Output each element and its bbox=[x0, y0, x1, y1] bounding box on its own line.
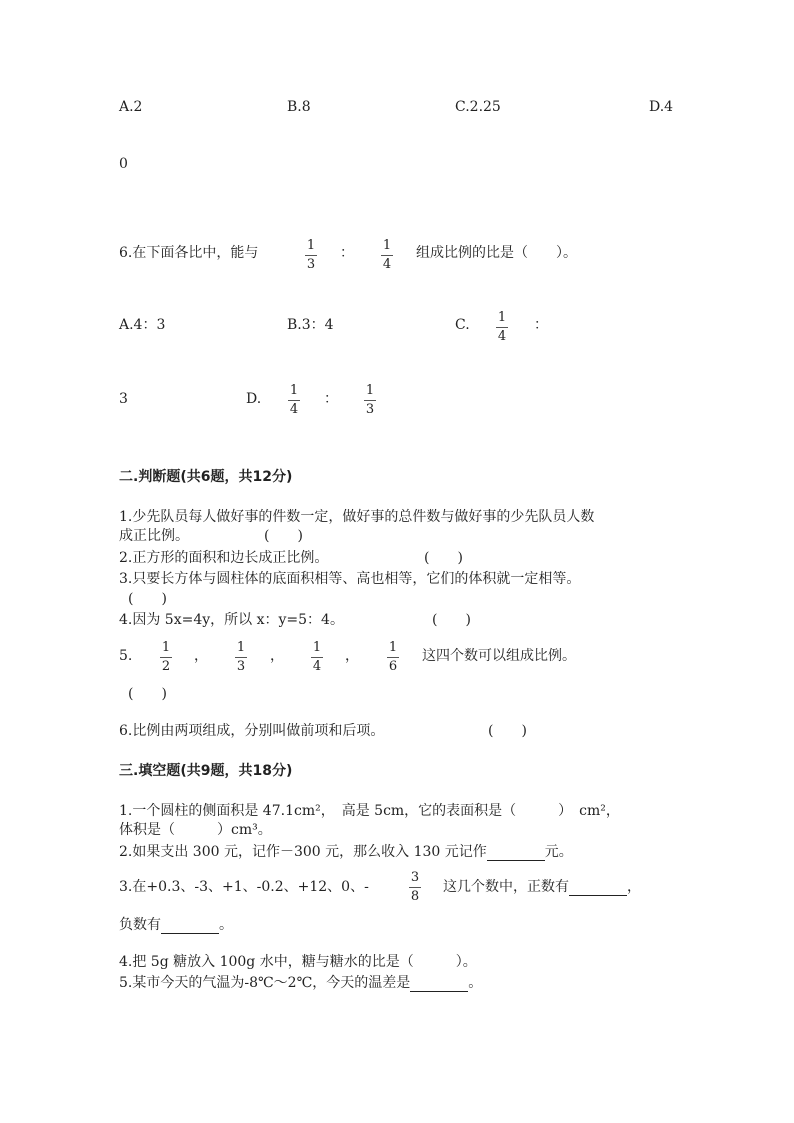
fraction-bar bbox=[305, 255, 317, 256]
q6-option-d-fraction-1 bbox=[287, 384, 301, 417]
s3-q5 bbox=[119, 974, 482, 992]
fraction-denominator: 4 bbox=[289, 402, 299, 417]
option-d-wrap: 0 bbox=[119, 156, 128, 172]
s3-q3-text-2: 这几个数中，正数有 bbox=[443, 879, 569, 895]
option-a: A.2 bbox=[119, 99, 143, 115]
s2-q5-fraction-2 bbox=[234, 641, 248, 674]
s2-q2: 2.正方形的面积和边长成正比例。 bbox=[119, 550, 329, 566]
s2-q3-line1: 3.只要长方体与圆柱体的底面积相等、高也相等，它们的体积就一定相等。 bbox=[119, 571, 581, 587]
s2-q5-fraction-1 bbox=[159, 641, 173, 674]
s3-q1-line2: 体积是（ ）cm³。 bbox=[119, 822, 272, 838]
fraction-bar bbox=[311, 657, 323, 658]
fraction-denominator: 3 bbox=[306, 257, 316, 272]
s2-q5-comma: ， bbox=[270, 648, 284, 664]
q6-option-d-colon: ： bbox=[324, 391, 338, 407]
s3-q3-tail bbox=[443, 878, 641, 896]
s3-q3-comma: ， bbox=[627, 879, 641, 895]
s2-q3-answer-paren[interactable]: ( ) bbox=[128, 591, 167, 607]
fraction-numerator: 1 bbox=[388, 640, 398, 655]
fraction-denominator: 3 bbox=[365, 402, 375, 417]
s3-q2-blank[interactable] bbox=[487, 846, 545, 861]
section-3-heading: 三.填空题(共9题，共18分) bbox=[119, 763, 293, 779]
fraction-numerator: 1 bbox=[289, 383, 299, 398]
fraction-denominator: 8 bbox=[410, 889, 420, 904]
q6-option-c-colon: ： bbox=[534, 317, 548, 333]
fraction-denominator: 4 bbox=[312, 659, 322, 674]
fraction-numerator: 1 bbox=[161, 640, 171, 655]
s3-q4: 4.把 5g 糖放入 100g 水中，糖与糖水的比是（ ）。 bbox=[119, 954, 477, 970]
q6-prefix: 6.在下面各比中，能与 bbox=[119, 245, 259, 261]
section-2-heading: 二.判断题(共6题，共12分) bbox=[119, 469, 293, 485]
fraction-numerator: 1 bbox=[497, 310, 507, 325]
s2-q5-text: 这四个数可以组成比例。 bbox=[422, 648, 576, 664]
s3-q3-period: 。 bbox=[219, 917, 233, 933]
s2-q1-line1: 1.少先队员每人做好事的件数一定，做好事的总件数与做好事的少先队员人数 bbox=[119, 509, 595, 525]
q6-fraction-1 bbox=[304, 239, 318, 272]
fraction-numerator: 1 bbox=[365, 383, 375, 398]
option-b: B.8 bbox=[287, 99, 311, 115]
s3-q3-line2 bbox=[119, 916, 233, 934]
fraction-numerator: 3 bbox=[410, 870, 420, 885]
option-d: D.4 bbox=[649, 99, 674, 115]
s3-q3-negative-label: 负数有 bbox=[119, 917, 161, 933]
s2-q6: 6.比例由两项组成，分别叫做前项和后项。 bbox=[119, 723, 385, 739]
q6-option-c-fraction bbox=[495, 311, 509, 344]
q6-option-d: D. bbox=[246, 391, 262, 407]
s3-q3-fraction bbox=[408, 871, 422, 904]
s2-q4-answer-paren[interactable]: ( ) bbox=[432, 612, 471, 628]
q6-suffix: 组成比例的比是（ ）。 bbox=[416, 245, 577, 261]
fraction-numerator: 1 bbox=[382, 238, 392, 253]
fraction-numerator: 1 bbox=[306, 238, 316, 253]
q6-option-b: B.3：4 bbox=[287, 317, 334, 333]
s3-q2 bbox=[119, 843, 573, 861]
s3-q5-text: 5.某市今天的气温为-8℃～2℃，今天的温差是 bbox=[119, 975, 411, 991]
option-c: C.2.25 bbox=[455, 99, 501, 115]
fraction-bar bbox=[381, 255, 393, 256]
q6-option-c-wrap: 3 bbox=[119, 391, 128, 407]
s2-q5-fraction-4 bbox=[386, 641, 400, 674]
s3-q1-line1: 1.一个圆柱的侧面积是 47.1cm²， 高是 5cm，它的表面积是（ ） cm²， bbox=[119, 803, 620, 819]
fraction-bar bbox=[496, 327, 508, 328]
s2-q1-line2: 成正比例。 bbox=[119, 528, 189, 544]
s2-q6-answer-paren[interactable]: ( ) bbox=[488, 723, 527, 739]
fraction-denominator: 4 bbox=[382, 257, 392, 272]
q6-option-d-fraction-2 bbox=[363, 384, 377, 417]
fraction-bar bbox=[364, 400, 376, 401]
fraction-denominator: 4 bbox=[497, 329, 507, 344]
fraction-bar bbox=[409, 887, 421, 888]
s2-q1-answer-paren[interactable]: ( ) bbox=[264, 528, 303, 544]
s2-q5-answer-paren[interactable]: ( ) bbox=[128, 686, 167, 702]
s3-q3-negative-blank[interactable] bbox=[161, 919, 219, 934]
q6-colon: ： bbox=[340, 245, 354, 261]
q6-option-c: C. bbox=[455, 317, 470, 333]
s3-q2-unit: 元。 bbox=[544, 844, 573, 860]
fraction-numerator: 1 bbox=[236, 640, 246, 655]
s2-q2-answer-paren[interactable]: ( ) bbox=[424, 550, 463, 566]
s3-q5-period: 。 bbox=[468, 975, 483, 991]
fraction-numerator: 1 bbox=[312, 640, 322, 655]
q6-fraction-2 bbox=[380, 239, 394, 272]
s3-q2-text: 2.如果支出 300 元，记作－300 元，那么收入 130 元记作 bbox=[119, 844, 487, 860]
fraction-bar bbox=[387, 657, 399, 658]
fraction-denominator: 3 bbox=[236, 659, 246, 674]
s2-q5-comma: ， bbox=[194, 648, 208, 664]
s3-q3-positive-blank[interactable] bbox=[569, 881, 627, 896]
s3-q5-blank[interactable] bbox=[410, 977, 468, 992]
q6-option-a: A.4：3 bbox=[119, 317, 166, 333]
fraction-bar bbox=[288, 400, 300, 401]
fraction-denominator: 2 bbox=[161, 659, 171, 674]
s2-q5-fraction-3 bbox=[310, 641, 324, 674]
s2-q4: 4.因为 5x=4y，所以 x：y=5：4。 bbox=[119, 612, 344, 628]
fraction-bar bbox=[235, 657, 247, 658]
fraction-denominator: 6 bbox=[388, 659, 398, 674]
s2-q5-number: 5. bbox=[119, 648, 133, 664]
fraction-bar bbox=[160, 657, 172, 658]
s3-q3-text: 3.在+0.3、-3、+1、-0.2、+12、0、- bbox=[119, 879, 369, 895]
s2-q5-comma: ， bbox=[345, 648, 359, 664]
